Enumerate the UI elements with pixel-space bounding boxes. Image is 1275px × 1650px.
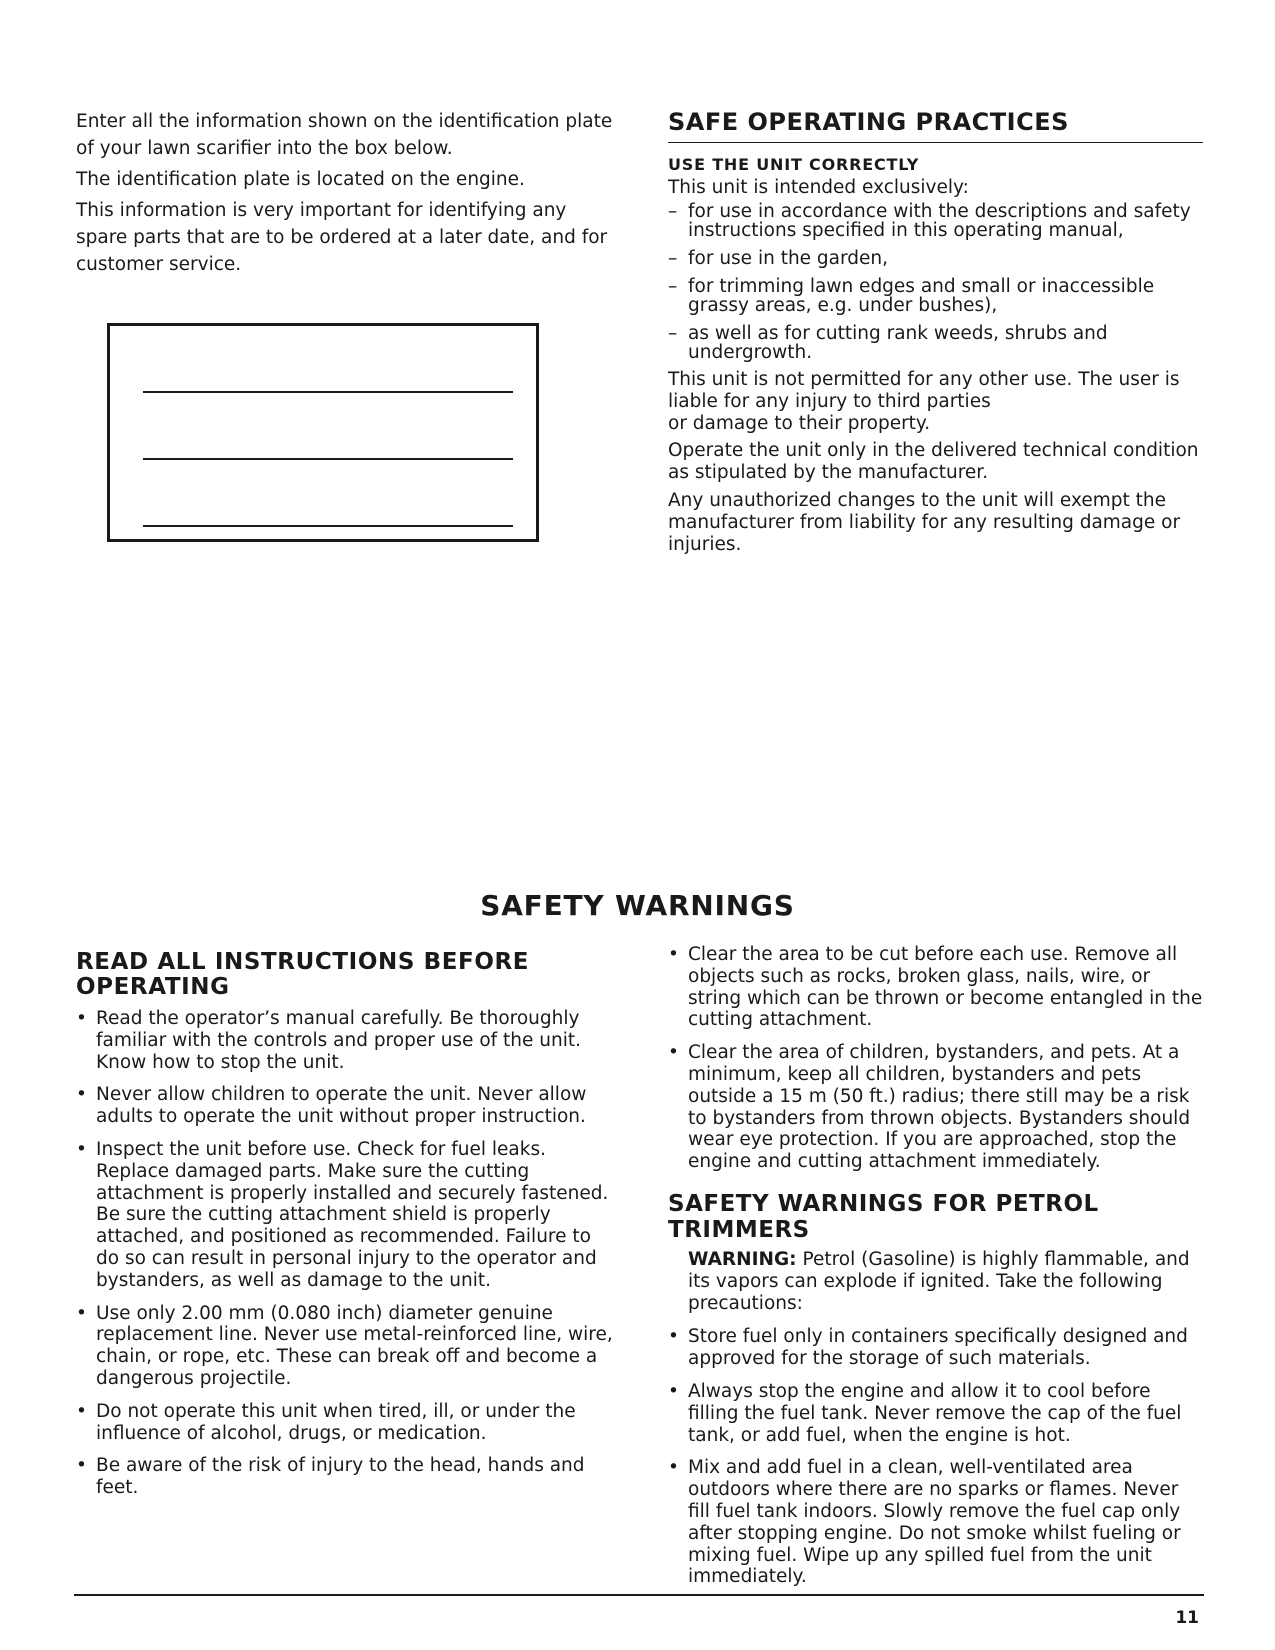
body-paragraph: This unit is not permitted for any other use. The user is liable for any injury to third parties or damage to their property.	[668, 369, 1180, 434]
safety-warnings-right-column	[668, 944, 1203, 1599]
bullet-item: • Be aware of the risk of injury to the head, hands and feet.	[76, 1455, 585, 1499]
intro-section	[76, 108, 616, 282]
bullet-item: • Use only 2.00 mm (0.080 inch) diameter genuine replacement line. Never use metal-reinforced line, wire, chain, or rope, etc. These can break off and become a dangerous projectile.	[76, 1302, 613, 1389]
bullet-item: • Store fuel only in containers specifically designed and approved for the storage of such materials.	[668, 1326, 1188, 1370]
subheading: USE THE UNIT CORRECTLY	[668, 155, 920, 174]
warning-label: WARNING:	[688, 1248, 797, 1270]
section-heading: SAFETY WARNINGS FOR PETROL TRIMMERS	[668, 1190, 1099, 1243]
dash-item: – as well as for cutting rank weeds, shrubs and undergrowth.	[668, 323, 1108, 363]
warning-paragraph: WARNING: Petrol (Gasoline) is highly flammable, and its vapors can explode if ignited. Take the following precautions:	[688, 1248, 1190, 1314]
dash-item: – for use in the garden,	[668, 248, 889, 269]
page-number: 11	[1175, 1608, 1199, 1628]
intro-paragraph: The identification plate is located on the engine.	[76, 169, 525, 190]
bullet-item: • Inspect the unit before use. Check for fuel leaks. Replace damaged parts. Make sure the cutting attachment is properly installed and securely fastened. Be sure the cutting attachment shield is properly attached, and positioned as recommended. Failure to do so can result in personal injury to the operator and bystanders, as well as damage to the unit.	[76, 1138, 609, 1291]
read-instructions-section	[76, 950, 616, 1510]
intro-paragraph: This information is very important for identifying any spare parts that are to be ordered at a later date, and for customer service.	[76, 200, 608, 275]
identification-plate-box	[107, 323, 539, 542]
bullet-item: • Clear the area to be cut before each use. Remove all objects such as rocks, broken glass, nails, wire, or string which can be thrown or become entangled in the cutting attachment.	[668, 944, 1203, 1031]
dash-item: – for trimming lawn edges and small or inaccessible grassy areas, e.g. under bushes),	[668, 276, 1155, 316]
body-paragraph: Any unauthorized changes to the unit will exempt the manufacturer from liability for any resulting damage or injuries.	[668, 489, 1181, 555]
bullet-item: • Read the operator’s manual carefully. Be thoroughly familiar with the controls and proper use of the unit. Know how to stop the unit.	[76, 1008, 581, 1073]
safe-operating-practices-section	[668, 108, 1203, 555]
intro-paragraph: Enter all the information shown on the identification plate of your lawn scarifier into the box below.	[76, 111, 613, 159]
page-title: SAFETY WARNINGS	[480, 889, 795, 922]
section-heading: READ ALL INSTRUCTIONS BEFORE OPERATING	[76, 949, 530, 1000]
body-paragraph: Operate the unit only in the delivered technical condition as stipulated by the manufacturer.	[668, 440, 1199, 484]
bullet-item: • Mix and add fuel in a clean, well-ventilated area outdoors where there are no sparks or flames. Never fill fuel tank indoors. Slowly remove the fuel cap only after stopping engine. Do not smoke whilst fueling or mixing fuel. Wipe up any spilled fuel from the unit immediately.	[668, 1457, 1181, 1588]
id-entry-line	[143, 391, 513, 393]
id-entry-line	[143, 525, 513, 527]
id-entry-line	[143, 458, 513, 460]
bullet-item: • Do not operate this unit when tired, ill, or under the influence of alcohol, drugs, or medication.	[76, 1400, 576, 1444]
bullet-item: • Never allow children to operate the unit. Never allow adults to operate the unit without proper instruction.	[76, 1084, 587, 1128]
footer-divider	[74, 1594, 1204, 1596]
bullet-item: • Clear the area of children, bystanders, and pets. At a minimum, keep all children, bystanders and pets outside a 15 m (50 ft.) radius; there still may be a risk to bystanders from thrown objects. Bystanders should wear eye protection. If you are approached, stop the engine and cutting attachment immediately.	[668, 1042, 1191, 1173]
lead-text: This unit is intended exclusively:	[668, 177, 969, 198]
dash-item: – for use in accordance with the descriptions and safety instructions specified in this operating manual,	[668, 201, 1191, 241]
bullet-item: • Always stop the engine and allow it to cool before filling the fuel tank. Never remove the cap of the fuel tank, or add fuel, when the engine is hot.	[668, 1380, 1182, 1446]
section-heading: SAFE OPERATING PRACTICES	[668, 108, 1203, 143]
